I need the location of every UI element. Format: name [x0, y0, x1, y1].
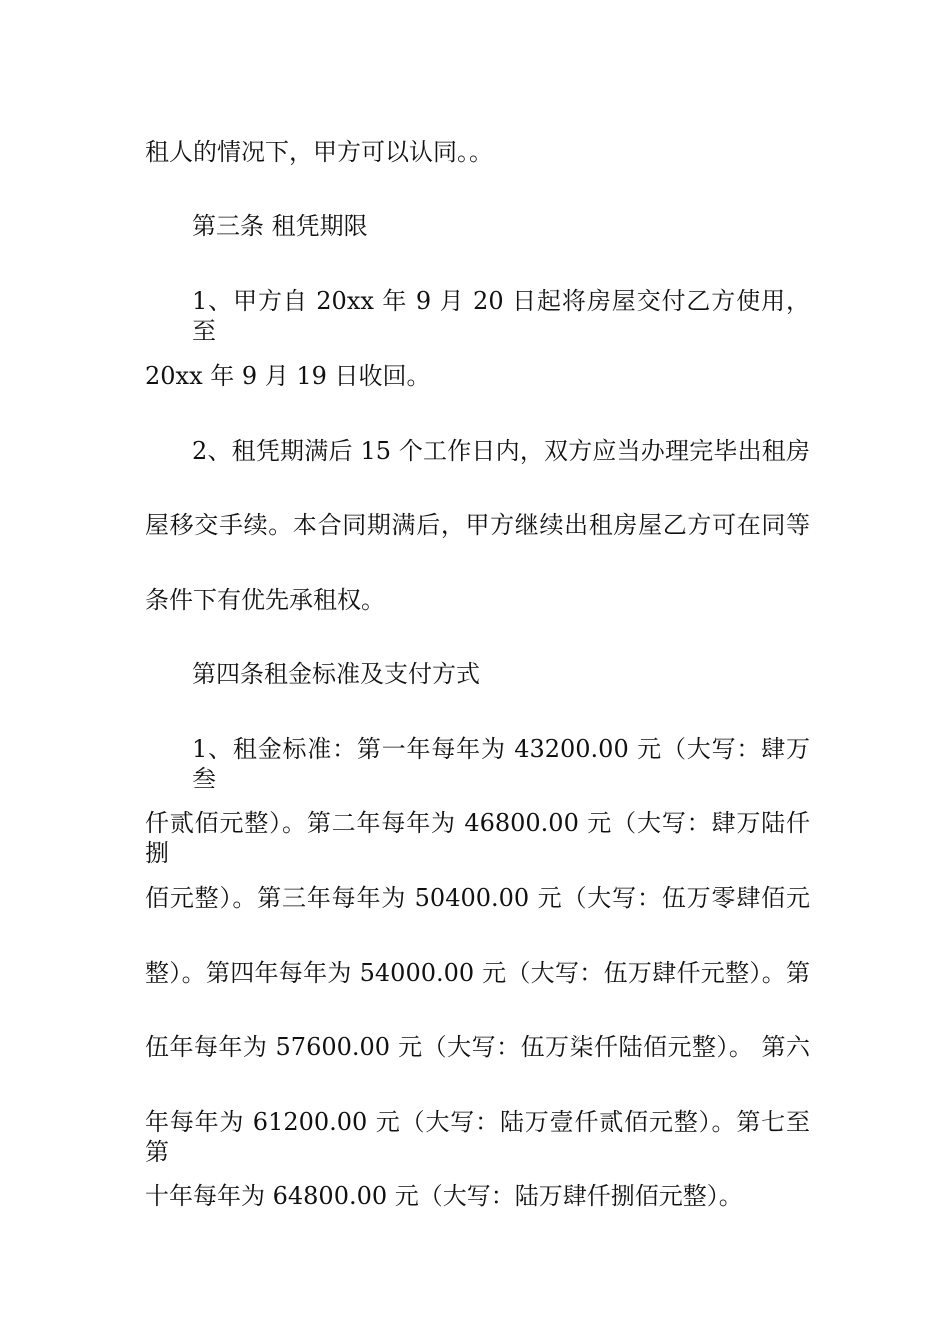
article-4-heading: 第四条租金标准及支付方式: [192, 660, 480, 688]
paragraph-line-13: 伍年每年为 57600.00 元（大写：伍万柒仟陆佰元整）。 第六: [145, 1033, 810, 1061]
paragraph-line-14: 年每年为 61200.00 元（大写：陆万壹仟贰佰元整）。第七至第: [145, 1108, 810, 1166]
paragraph-line-9: 1、租金标准：第一年每年为 43200.00 元（大写：肆万叁: [192, 735, 810, 793]
paragraph-line-12: 整）。第四年每年为 54000.00 元（大写：伍万肆仟元整）。第: [145, 959, 810, 987]
paragraph-line-5: 2、租凭期满后 15 个工作日内，双方应当办理完毕出租房: [192, 437, 810, 465]
paragraph-line-3: 1、甲方自 20xx 年 9 月 20 日起将房屋交付乙方使用，至: [192, 287, 810, 345]
paragraph-line-10: 仟贰佰元整）。第二年每年为 46800.00 元（大写：肆万陆仟捌: [145, 809, 810, 867]
paragraph-line-1: 租人的情况下，甲方可以认同。。: [145, 138, 493, 166]
paragraph-line-4: 20xx 年 9 月 19 日收回。: [145, 362, 431, 390]
paragraph-line-7: 条件下有优先承租权。: [145, 586, 385, 614]
paragraph-line-6: 屋移交手续。本合同期满后，甲方继续出租房屋乙方可在同等: [145, 511, 810, 539]
paragraph-line-11: 佰元整）。第三年每年为 50400.00 元（大写：伍万零肆佰元: [145, 884, 810, 912]
article-3-heading: 第三条 租凭期限: [192, 212, 368, 240]
paragraph-line-15: 十年每年为 64800.00 元（大写：陆万肆仟捌佰元整）。: [145, 1182, 743, 1210]
